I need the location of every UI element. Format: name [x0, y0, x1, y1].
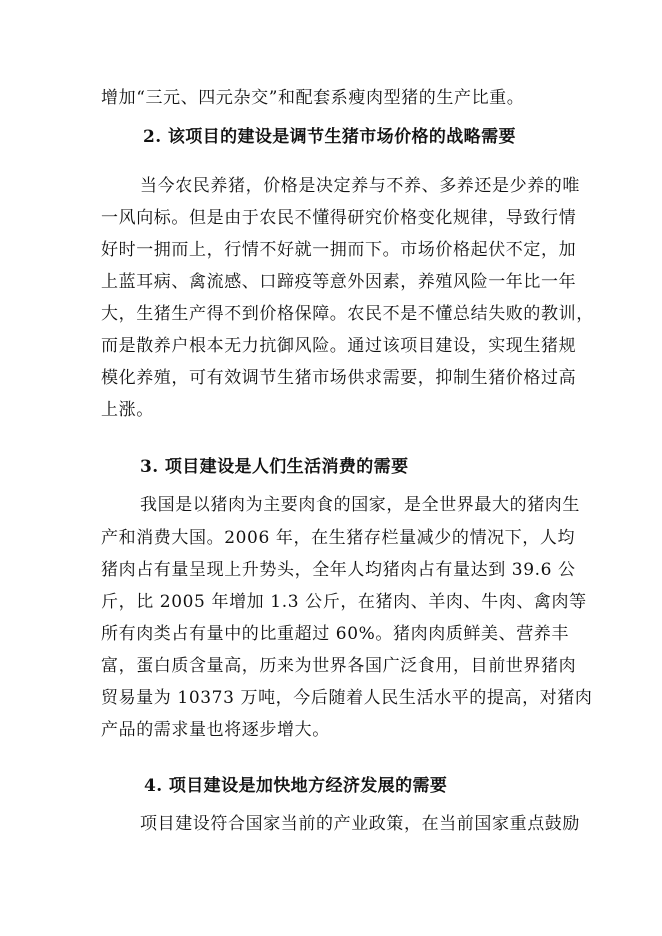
paragraph-line: 产品的需求量也将逐步增大。 [101, 720, 330, 740]
paragraph-line: 贸易量为 10373 万吨，今后随着人民生活水平的提高，对猪肉 [101, 688, 593, 708]
section-2-heading: 2. 该项目的建设是调节生猪市场价格的战略需要 [143, 127, 516, 147]
intro-line: 增加“三元、四元杂交”和配套系瘦肉型猪的生产比重。 [101, 88, 525, 108]
paragraph-line: 一风向标。但是由于农民不懂得研究价格变化规律，导致行情 [101, 208, 577, 228]
paragraph-line: 产和消费大国。2006 年，在生猪存栏量减少的情况下，人均 [101, 528, 576, 548]
paragraph-line: 我国是以猪肉为主要肉食的国家，是全世界最大的猪肉生 [140, 495, 580, 515]
paragraph-line: 模化养殖，可有效调节生猪市场供求需要，抑制生猪价格过高 [101, 368, 577, 388]
section-3-heading: 3. 项目建设是人们生活消费的需要 [140, 457, 409, 477]
paragraph-line: 所有肉类占有量中的比重超过 60%。猪肉肉质鲜美、营养丰 [101, 624, 569, 644]
paragraph-line: 而是散养户根本无力抗御风险。通过该项目建设，实现生猪规 [101, 336, 577, 356]
paragraph-line: 上涨。 [101, 400, 154, 420]
paragraph-line: 猪肉占有量呈现上升势头，全年人均猪肉占有量达到 39.6 公 [101, 560, 576, 580]
paragraph-line: 斤，比 2005 年增加 1.3 公斤，在猪肉、羊肉、牛肉、禽肉等 [101, 592, 587, 612]
section-4-heading: 4. 项目建设是加快地方经济发展的需要 [144, 776, 448, 796]
paragraph-line: 项目建设符合国家当前的产业政策，在当前国家重点鼓励 [140, 814, 580, 834]
paragraph-line: 大，生猪生产得不到价格保障。农民不是不懂总结失败的教训， [101, 304, 594, 324]
paragraph-line: 上蓝耳病、禽流感、口蹄疫等意外因素，养殖风险一年比一年 [101, 272, 577, 292]
paragraph-line: 当今农民养猪，价格是决定养与不养、多养还是少养的唯 [140, 176, 580, 196]
paragraph-line: 好时一拥而上，行情不好就一拥而下。市场价格起伏不定，加 [101, 240, 577, 260]
paragraph-line: 富，蛋白质含量高，历来为世界各国广泛食用，目前世界猪肉 [101, 656, 577, 676]
